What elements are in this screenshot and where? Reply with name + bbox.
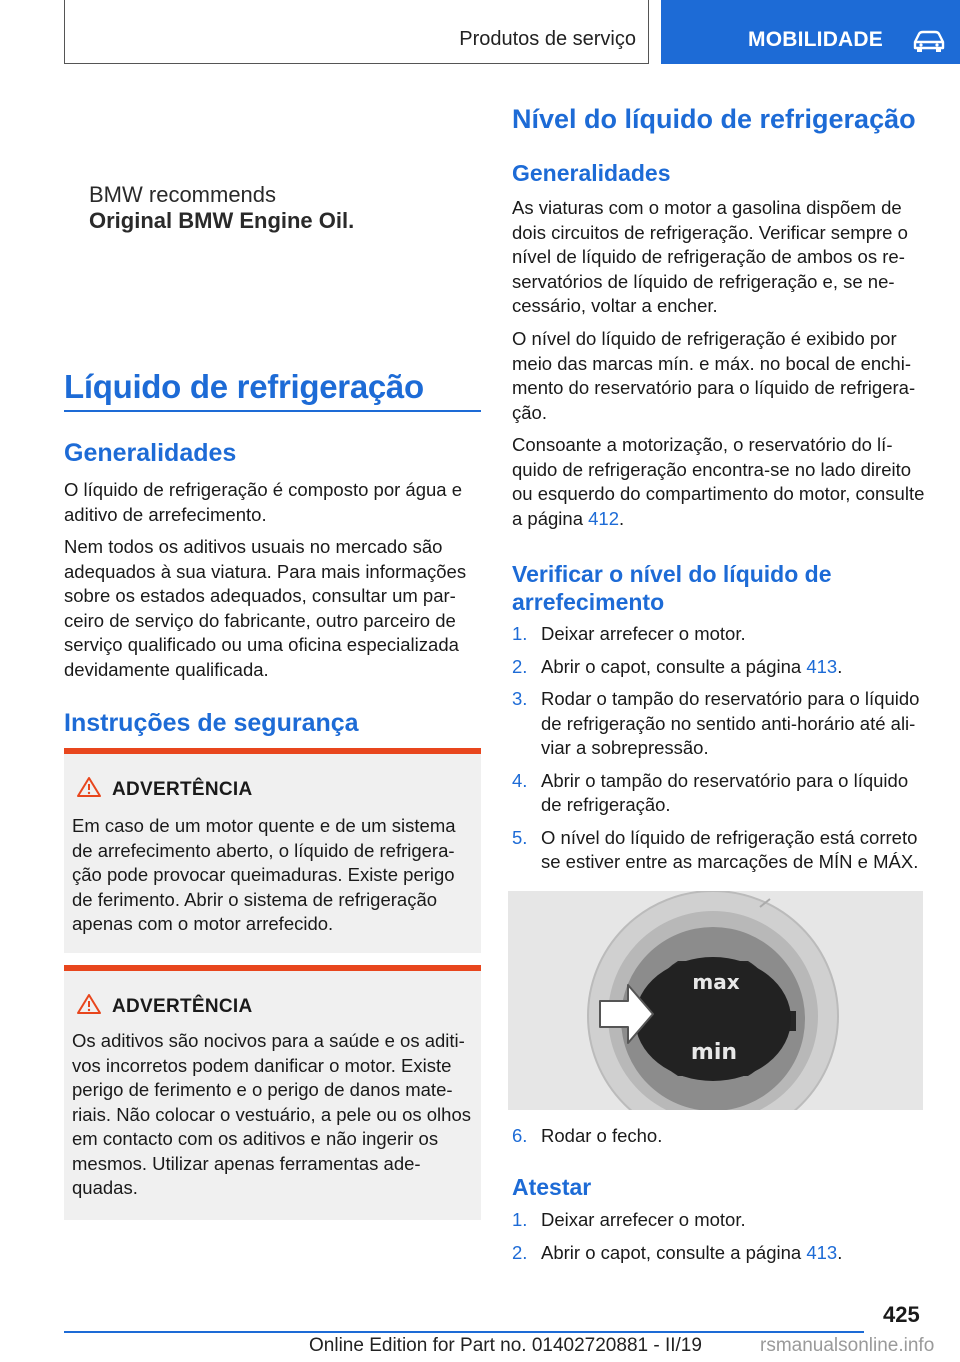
list-item: [512, 1124, 928, 1149]
step-end: .: [837, 655, 843, 677]
step-text: Abrir o tampão do reservatório para o líquido de refrigeração.: [541, 769, 909, 815]
step-text: Abrir o capot, consulte a página: [541, 655, 807, 677]
fill-heading: Atestar: [512, 1174, 592, 1200]
coolant-cap-photo: [508, 891, 923, 1110]
left-general-paragraph-2: Nem todos os aditivos usuais no mercado são adequados à sua viatura. Para mais informações sobre os estados adequados, consultar um parceiro de serviço do fabricante, outro parceiro de serviço qualificado ou uma oficina especializada devidamente qualificada.: [64, 536, 467, 680]
step-text: Abrir o capot, consulte a página: [541, 1241, 807, 1263]
warning-text: Os aditivos são nocivos para a saúde e os aditivos incorretos podem danificar o motor. Existe perigo de ferimento e o perigo de danos materiais. Não colocar o vestuário, a pele ou os olhos em contacto com os aditivos e não ingerir os mesmos. Utilizar apenas ferramentas adequadas.: [72, 1030, 471, 1198]
warning-box-1: [64, 748, 481, 953]
left-general-heading: Generalidades: [64, 439, 237, 467]
fill-steps-list: [512, 1208, 928, 1273]
page-link-413[interactable]: 413: [806, 1241, 838, 1263]
step-text: Rodar o fecho.: [541, 1125, 663, 1146]
page-link-413[interactable]: 413: [806, 655, 838, 677]
list-item: [512, 1208, 928, 1233]
step-number: 1.: [512, 623, 528, 644]
check-steps-list: [512, 622, 928, 883]
oil-advertisement: [89, 182, 354, 234]
header-section-title: Produtos de serviço: [459, 28, 636, 50]
oil-ad-line2: Original BMW Engine Oil.: [89, 208, 355, 233]
step-number: 6.: [512, 1125, 528, 1146]
oil-ad-line1: BMW recommends: [89, 182, 277, 207]
step-number: 5.: [512, 826, 528, 848]
footer-watermark[interactable]: rsmanualsonline.info: [760, 1335, 935, 1356]
safety-heading: Instruções de segurança: [64, 709, 359, 737]
warning-text: Em caso de um motor quente e de um sistema de arrefecimento aberto, o líquido de refrigeração pode provocar queimaduras. Existe perigo de ferimento. Abrir o sistema de refrigeração apenas com o motor arrefecido.: [72, 815, 456, 934]
list-item: [512, 687, 928, 761]
p3-text: Consoante a motorização, o reservatório do líquido de refrigeração encontra-se no lado direito ou esquerdo do compartimento do motor, consulte a página: [512, 434, 925, 529]
p3-end: .: [619, 507, 625, 529]
warning-box-2: [64, 965, 481, 1220]
title-rule: [64, 410, 481, 412]
step-text: Deixar arrefecer o motor.: [541, 1209, 746, 1230]
list-item: [512, 655, 928, 680]
step-text: Deixar arrefecer o motor.: [541, 623, 746, 644]
car-icon: [912, 30, 946, 52]
step-end: .: [837, 1241, 843, 1263]
footer-edition-text: Online Edition for Part no. 01402720881 - II/19: [309, 1335, 702, 1356]
right-paragraph-1: As viaturas com o motor a gasolina dispõem de dois circuitos de refrigeração. Verificar sempre o nível de líquido de refrigeração de ambos os reservatórios de líquido de refrigeração e, se necessário, voltar a encher.: [512, 197, 908, 316]
step-text: O nível do líquido de refrigeração está correto se estiver entre as marcações de MÍN e MÁX.: [541, 826, 919, 872]
list-item: [512, 769, 928, 818]
max-marking: max: [692, 970, 740, 994]
page-link-412[interactable]: 412: [588, 507, 619, 529]
list-item: [512, 1241, 928, 1266]
step-text: Rodar o tampão do reservatório para o líquido de refrigeração no sentido anti-horário até aliviar a sobrepressão.: [541, 688, 920, 758]
warning-title: ADVERTÊNCIA: [112, 996, 253, 1017]
warning-triangle-icon: [76, 776, 102, 798]
right-paragraph-2: O nível do líquido de refrigeração é exibido por meio das marcas mín. e máx. no bocal de enchimento do reservatório para o líquido de refrigeração.: [512, 328, 916, 423]
step-6-list: [512, 1124, 928, 1157]
header-tab-mobilidade[interactable]: [661, 0, 960, 64]
warning-triangle-icon: [76, 993, 102, 1015]
section-title-coolant-level: Nível do líquido de refrigeração: [512, 104, 916, 134]
right-general-heading: Generalidades: [512, 160, 671, 186]
left-general-paragraph-1: O líquido de refrigeração é composto por água e aditivo de arrefecimento.: [64, 479, 462, 525]
warning-title: ADVERTÊNCIA: [112, 779, 253, 800]
page-number: 425: [883, 1302, 920, 1327]
list-item: [512, 826, 928, 875]
footer-rule: [64, 1331, 864, 1333]
section-title-coolant: Líquido de refrigeração: [64, 368, 424, 405]
step-number: 2.: [512, 655, 528, 677]
step-number: 2.: [512, 1241, 528, 1263]
list-item: [512, 622, 928, 647]
step-number: 1.: [512, 1209, 528, 1230]
coolant-cap-illustration: [508, 891, 923, 1110]
check-level-heading: Verificar o nível do líquido de arrefecimento: [512, 561, 832, 615]
step-number: 3.: [512, 688, 528, 709]
header-tab-label: MOBILIDADE: [748, 28, 883, 51]
min-marking: min: [690, 1040, 738, 1065]
step-number: 4.: [512, 769, 528, 791]
right-paragraph-3: [512, 433, 928, 531]
